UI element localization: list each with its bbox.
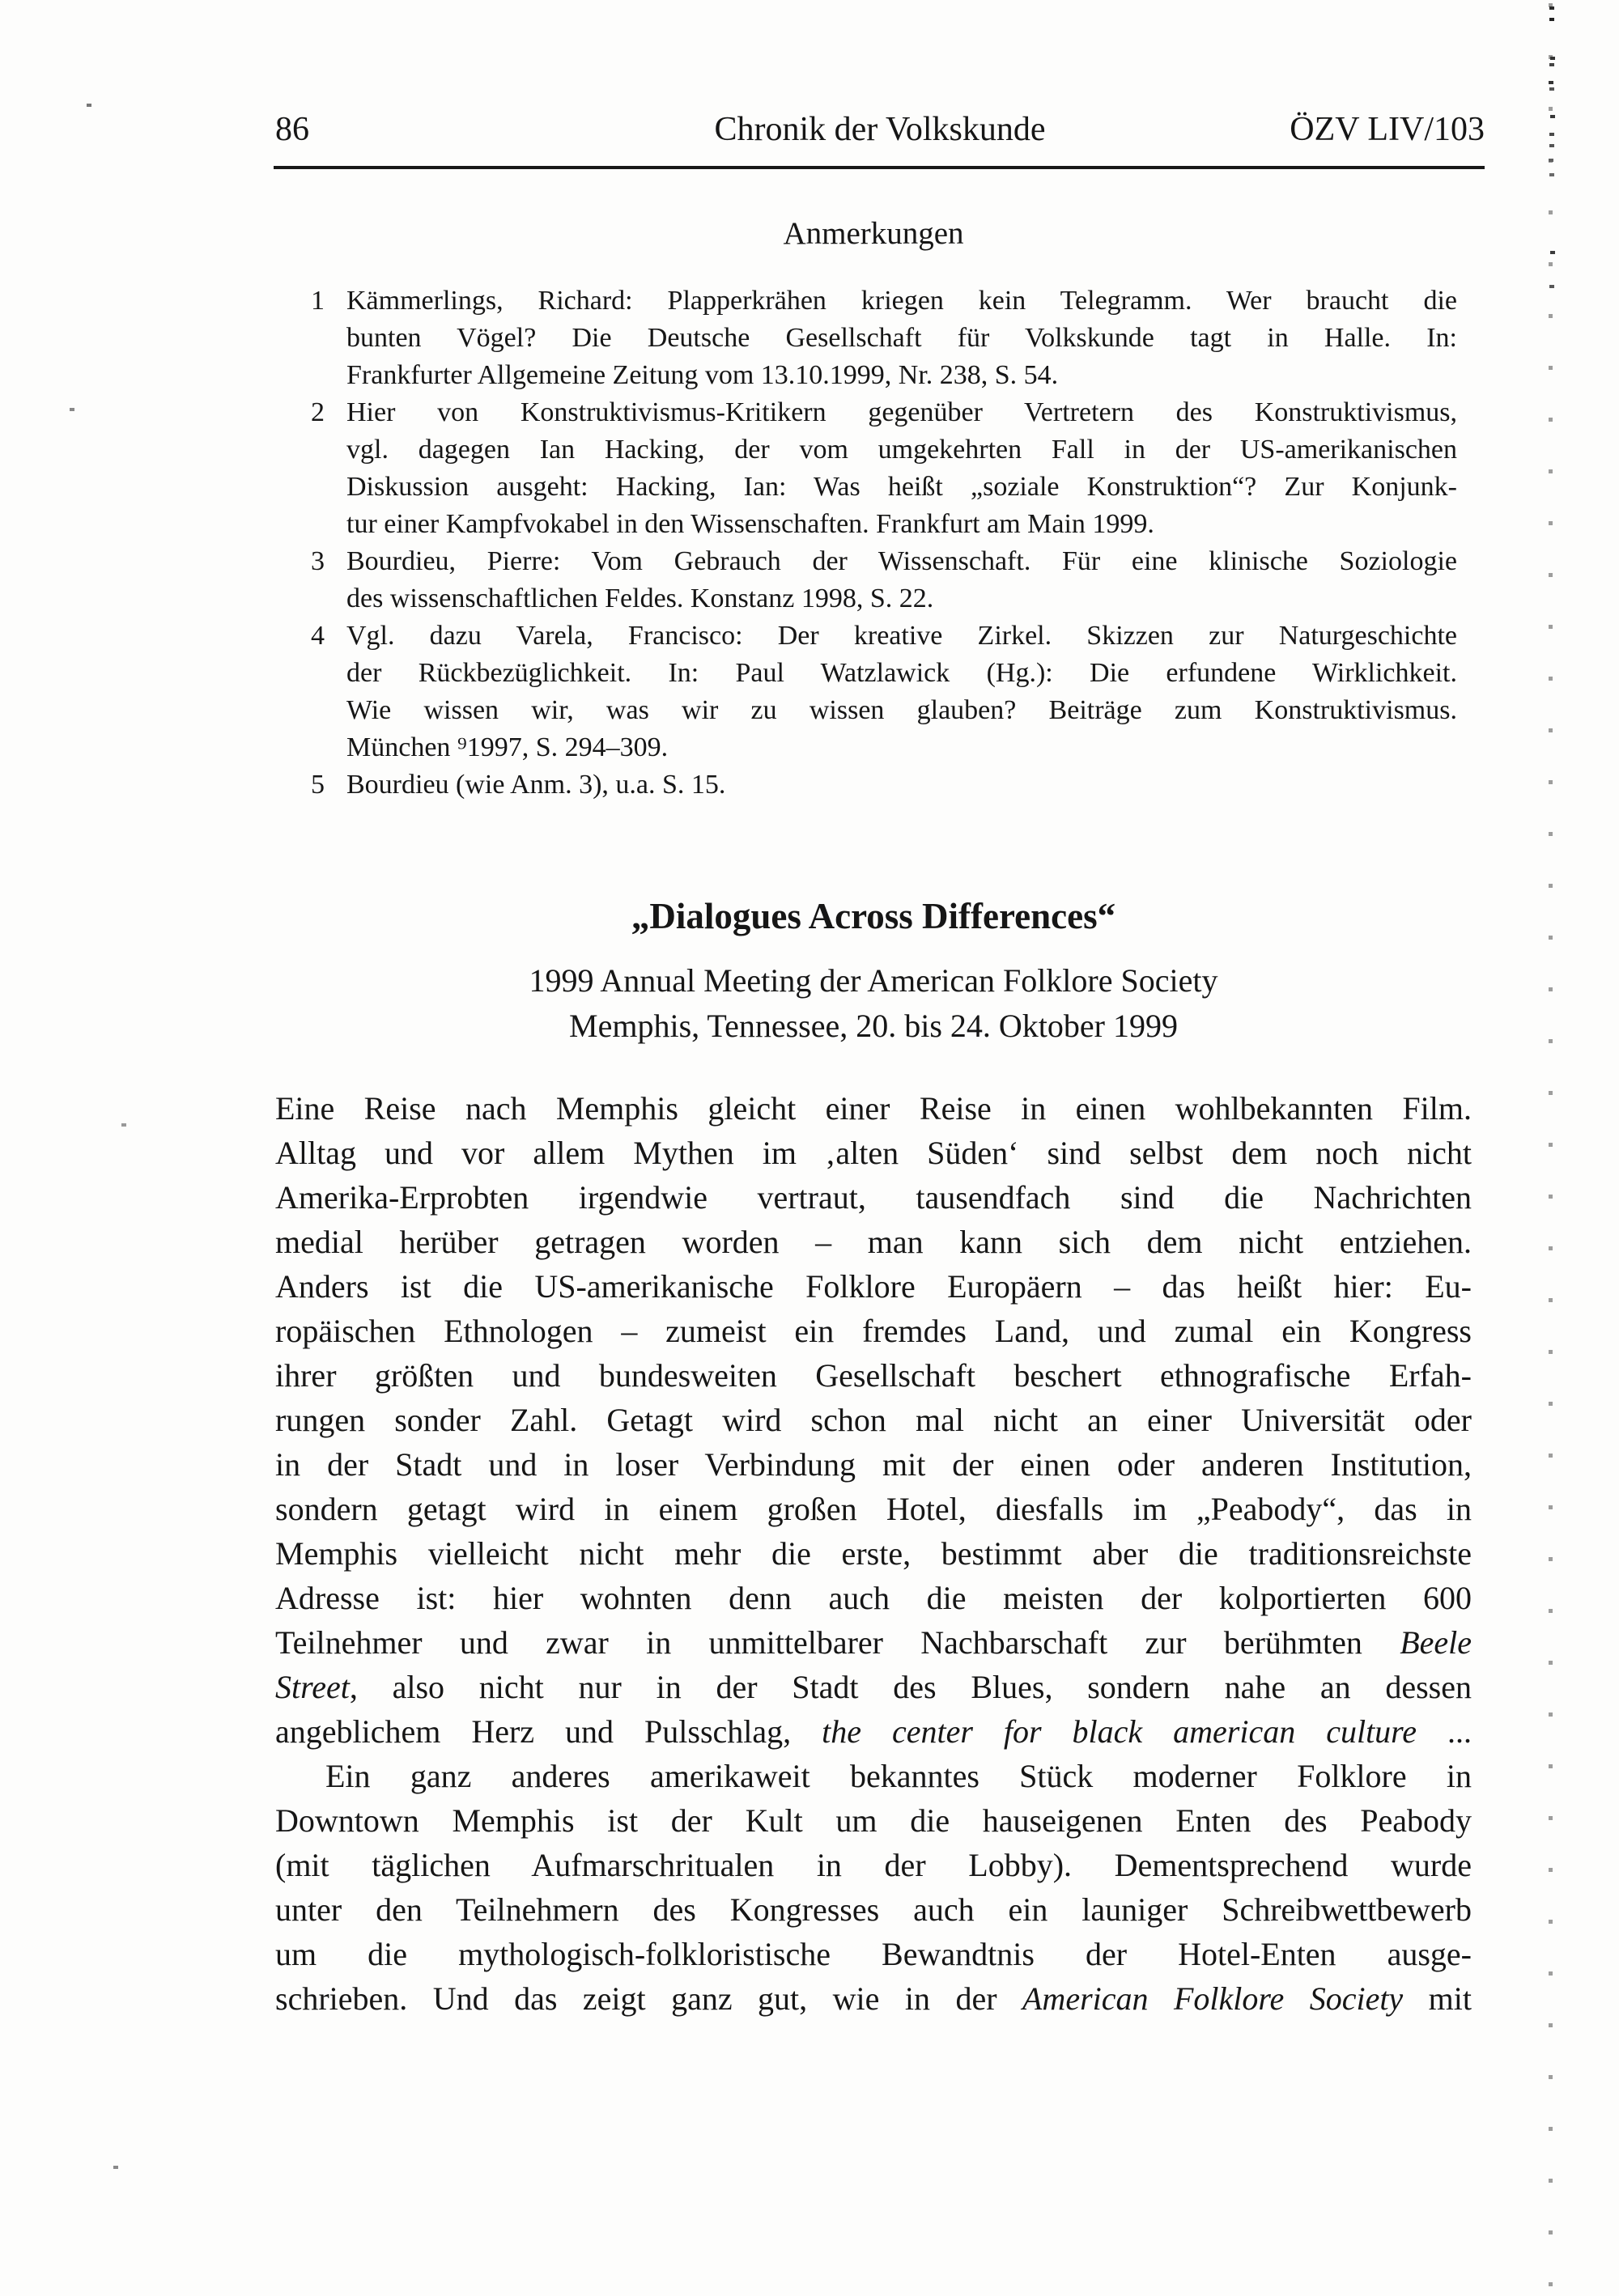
text-line: [275, 1220, 1472, 1264]
footnotes-list: [310, 282, 1457, 804]
article-body: [275, 1086, 1472, 2021]
page-number: 86: [275, 111, 309, 148]
text-segment: medial herüber getragen worden – man kann sich dem nicht entziehen.: [275, 1224, 1472, 1260]
text-line: [275, 1798, 1472, 1843]
text-segment: Bourdieu (wie Anm. 3), u.a. S. 15.: [346, 770, 726, 800]
article-title: „Dialogues Across Differences“: [631, 896, 1116, 936]
text-segment: mit: [1403, 1980, 1472, 2017]
text-line: [275, 1843, 1472, 1887]
page-header: [275, 110, 1485, 152]
text-line: [275, 1353, 1472, 1398]
text-segment: rungen sonder Zahl. Getagt wird schon mal nicht an einer Universität oder: [275, 1402, 1472, 1438]
footnote: [310, 282, 1457, 394]
text-segment: angeblichem Herz und Pulsschlag,: [275, 1713, 822, 1750]
footnote: [310, 543, 1457, 618]
paragraph: [275, 1086, 1472, 1754]
text-line: [275, 1709, 1472, 1754]
text-segment: Memphis vielleicht nicht mehr die erste, bestimmt aber die traditionsreichste: [275, 1535, 1472, 1572]
text-segment: unter den Teilnehmern des Kongresses auch ein launiger Schreibwettbewerb: [275, 1891, 1472, 1928]
text-line: [275, 1131, 1472, 1175]
text-line: [346, 580, 1457, 618]
notes-heading: Anmerkungen: [783, 216, 964, 251]
footnote: [310, 618, 1457, 766]
text-line: [275, 1976, 1472, 2021]
text-segment: sondern getagt wird in einem großen Hotel, diesfalls im „Peabody“, das in: [275, 1491, 1472, 1527]
text-line: [275, 1398, 1472, 1442]
text-segment: ropäischen Ethnologen – zumeist ein fremdes Land, und zumal ein Kongress: [275, 1313, 1472, 1349]
text-line: [346, 506, 1457, 543]
text-segment: der Rückbezüglichkeit. In: Paul Watzlawick (Hg.): Die erfundene Wirklichkeit.: [346, 658, 1457, 688]
footnote: [310, 766, 1457, 804]
text-segment: Alltag und vor allem Mythen im ‚alten Süden‘ sind selbst dem noch nicht: [275, 1135, 1472, 1171]
text-line: [346, 431, 1457, 469]
text-line: [346, 618, 1457, 655]
italic-text-segment: the center for black american culture: [822, 1713, 1417, 1750]
text-line: [275, 1175, 1472, 1220]
text-line: [346, 655, 1457, 692]
footnote-number: 5: [311, 770, 325, 800]
text-segment: München ⁹1997, S. 294–309.: [346, 732, 669, 762]
footnote-number: 1: [311, 286, 325, 316]
text-segment: Kämmerlings, Richard: Plapperkrähen kriegen kein Telegramm. Wer braucht die: [346, 286, 1457, 316]
text-segment: Bourdieu, Pierre: Vom Gebrauch der Wissenschaft. Für eine klinische Soziologie: [346, 546, 1457, 576]
text-segment: Frankfurter Allgemeine Zeitung vom 13.10.1999, Nr. 238, S. 54.: [346, 360, 1059, 390]
header-rule: [274, 166, 1485, 169]
text-line: [346, 394, 1457, 431]
text-line: [346, 357, 1457, 394]
text-segment: Ein ganz anderes amerikaweit bekanntes Stück moderner Folklore in: [325, 1758, 1472, 1794]
text-segment: Teilnehmer und zwar in unmittelbarer Nachbarschaft zur berühmten: [275, 1624, 1400, 1661]
text-line: [346, 766, 1457, 804]
text-line: [275, 1442, 1472, 1487]
text-line: [275, 1754, 1472, 1798]
text-segment: tur einer Kampfvokabel in den Wissenschaften. Frankfurt am Main 1999.: [346, 509, 1154, 539]
text-line: [275, 1576, 1472, 1620]
paragraph: [275, 1754, 1472, 2021]
text-segment: Hier von Konstruktivismus-Kritikern gegenüber Vertretern des Konstruktivismus,: [346, 397, 1457, 427]
text-segment: vgl. dagegen Ian Hacking, der vom umgekehrten Fall in der US-amerikanischen: [346, 435, 1457, 465]
footnote: [310, 394, 1457, 543]
text-line: [275, 1086, 1472, 1131]
text-segment: Downtown Memphis ist der Kult um die hauseigenen Enten des Peabody: [275, 1802, 1472, 1839]
text-segment: in der Stadt und in loser Verbindung mit der einen oder anderen Institution,: [275, 1446, 1472, 1483]
subtitle-line-2: Memphis, Tennessee, 20. bis 24. Oktober 1999: [569, 1008, 1178, 1044]
text-line: [275, 1887, 1472, 1932]
text-segment: , also nicht nur in der Stadt des Blues, sondern nahe an dessen: [349, 1669, 1472, 1705]
text-line: [346, 320, 1457, 357]
text-line: [275, 1665, 1472, 1709]
text-line: [275, 1620, 1472, 1665]
text-segment: Diskussion ausgeht: Hacking, Ian: Was heißt „soziale Konstruktion“? Zur Konjunk-: [346, 472, 1457, 502]
text-segment: Vgl. dazu Varela, Francisco: Der kreative Zirkel. Skizzen zur Naturgeschichte: [346, 621, 1457, 651]
text-segment: Wie wissen wir, was wir zu wissen glauben? Beiträge zum Konstruktivismus.: [346, 695, 1457, 725]
text-line: [346, 543, 1457, 580]
text-segment: Eine Reise nach Memphis gleicht einer Reise in einen wohlbekannten Film.: [275, 1090, 1472, 1127]
text-segment: Adresse ist: hier wohnten denn auch die meisten der kolportierten 600: [275, 1580, 1472, 1616]
text-line: [275, 1309, 1472, 1353]
journal-issue-label: ÖZV LIV/103: [1290, 111, 1485, 148]
footnote-number: 2: [311, 397, 325, 427]
italic-text-segment: Beele: [1400, 1624, 1472, 1661]
text-segment: schrieben. Und das zeigt ganz gut, wie in der: [275, 1980, 1022, 2017]
italic-text-segment: Street: [275, 1669, 350, 1705]
article-subtitle: [275, 958, 1472, 1049]
text-line: [346, 469, 1457, 506]
text-line: [275, 1487, 1472, 1531]
footnote-number: 4: [311, 621, 325, 651]
footnote-number: 3: [311, 546, 325, 576]
running-title: Chronik der Volkskunde: [714, 111, 1046, 148]
italic-text-segment: American Folklore Society: [1022, 1980, 1404, 2017]
text-segment: des wissenschaftlichen Feldes. Konstanz 1998, S. 22.: [346, 584, 934, 613]
text-line: [346, 282, 1457, 320]
subtitle-line-1: 1999 Annual Meeting der American Folklore Society: [529, 962, 1218, 999]
text-segment: ihrer größten und bundesweiten Gesellschaft beschert ethnografische Erfah-: [275, 1357, 1472, 1394]
text-line: [275, 1932, 1472, 1976]
scan-noise-specks: [1549, 6, 1554, 10]
text-segment: Anders ist die US-amerikanische Folklore Europäern – das heißt hier: Eu-: [275, 1268, 1472, 1305]
text-segment: bunten Vögel? Die Deutsche Gesellschaft für Volkskunde tagt in Halle. In:: [346, 323, 1457, 353]
text-line: [346, 692, 1457, 729]
text-segment: Amerika-Erprobten irgendwie vertraut, tausendfach sind die Nachrichten: [275, 1179, 1472, 1216]
text-segment: um die mythologisch-folkloristische Bewandtnis der Hotel-Enten ausge-: [275, 1936, 1472, 1972]
text-line: [275, 1264, 1472, 1309]
text-line: [346, 729, 1457, 766]
scan-noise-column: [1549, 3, 1553, 2290]
text-segment: (mit täglichen Aufmarschritualen in der Lobby). Dementsprechend wurde: [275, 1847, 1472, 1883]
text-line: [275, 1531, 1472, 1576]
text-segment: ...: [1417, 1713, 1472, 1750]
